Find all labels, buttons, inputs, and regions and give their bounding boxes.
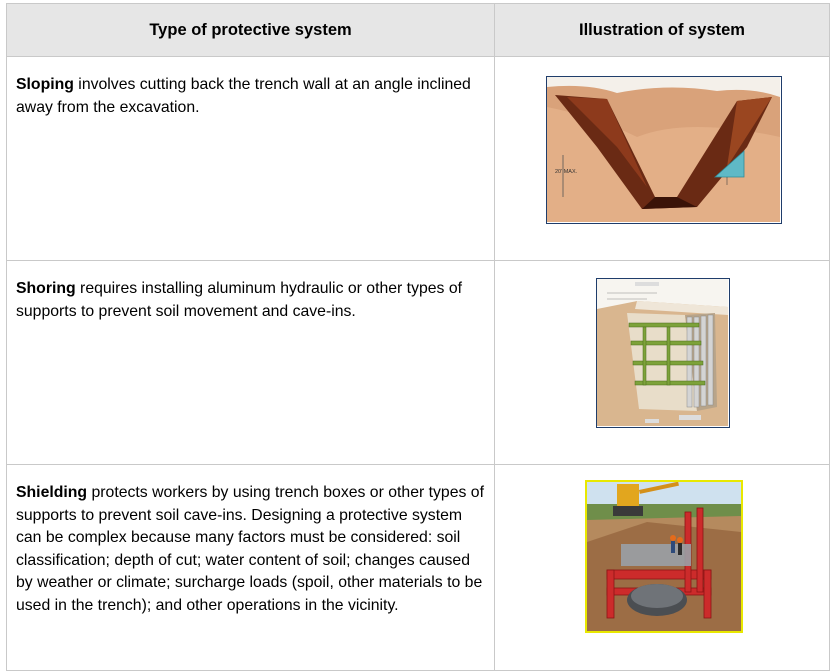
sloping-max-label: 20' MAX.	[555, 169, 578, 175]
sloping-description-cell	[7, 57, 495, 261]
shielding-illustration-cell	[495, 465, 830, 671]
sloping-illustration-cell	[495, 57, 830, 261]
header-type: Type of protective system	[7, 4, 495, 57]
sloping-description: involves cutting back the trench wall at an angle inclined away from the excavation.	[16, 76, 471, 116]
table-row-sloping	[7, 57, 830, 261]
shoring-description-cell	[7, 261, 495, 465]
sloping-trench-illustration	[546, 76, 782, 224]
shoring-term: Shoring	[16, 280, 76, 297]
table-row-shoring	[7, 261, 830, 465]
table-header-row	[7, 4, 830, 57]
shielding-description-cell	[7, 465, 495, 671]
shoring-trench-illustration	[596, 278, 730, 428]
shielding-term: Shielding	[16, 484, 88, 501]
shoring-description: requires installing aluminum hydraulic or other types of supports to prevent soil movement and cave-ins.	[16, 280, 463, 320]
trench-box-photo	[585, 480, 743, 633]
table-row-shielding	[7, 465, 830, 671]
shielding-description: protects workers by using trench boxes or other types of supports to prevent soil cave-ins. Designing a protective system can be complex because many factors must be considered: soil classification; depth of cut; water content of soil; changes caused by weather or climate; surcharge loads (spoil, other materials to be used in the trench); and other operations in the vicinity.	[16, 484, 484, 614]
protective-systems-table	[6, 3, 830, 671]
sloping-term: Sloping	[16, 76, 74, 93]
shoring-illustration-cell	[495, 261, 830, 465]
header-illustration: Illustration of system	[495, 4, 830, 57]
